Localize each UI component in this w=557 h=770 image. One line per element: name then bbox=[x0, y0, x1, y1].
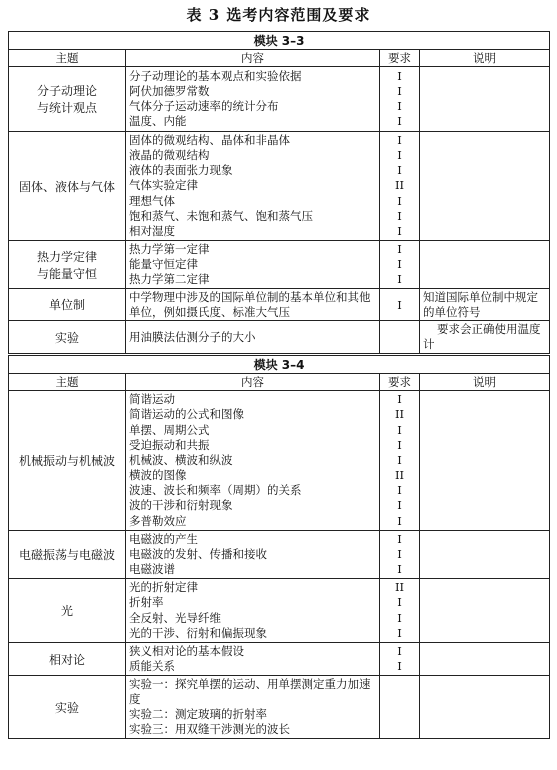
requirement-level: I bbox=[397, 148, 402, 163]
requirement-level: I bbox=[397, 625, 402, 640]
content-item: 温度、内能 bbox=[129, 114, 187, 129]
description bbox=[420, 391, 550, 531]
content-item: 单摆、周期公式 bbox=[129, 422, 210, 437]
topic-label: 单位制 bbox=[48, 298, 85, 312]
description: 要求会正确使用温度计 bbox=[420, 321, 550, 354]
content-item: 热力学第二定律 bbox=[129, 272, 210, 287]
content-item: 实验一：探究单摆的运动、用单摆测定重力加速度 bbox=[129, 677, 371, 706]
requirement-level: I bbox=[397, 99, 402, 113]
topic-label: 热力学定律 bbox=[36, 249, 97, 264]
description bbox=[420, 67, 550, 132]
header-content: 内容 bbox=[126, 50, 380, 67]
requirement-level: I bbox=[397, 132, 402, 147]
requirement-level: I bbox=[397, 659, 402, 673]
content-item: 简谐运动的公式和图像 bbox=[129, 407, 244, 422]
content-item: 波速、波长和频率（周期）的关系 bbox=[129, 483, 302, 498]
content-item: 实验二：测定玻璃的折射率 bbox=[129, 707, 267, 721]
requirement-level: I bbox=[397, 392, 402, 407]
module-3-3-table bbox=[8, 31, 550, 354]
header-requirement: 要求 bbox=[380, 50, 420, 67]
description: 知道国际单位制中规定的单位符号 bbox=[420, 289, 550, 321]
content-item: 液体的表面张力现象 bbox=[129, 163, 233, 178]
requirement-level: I bbox=[397, 498, 402, 513]
requirement-level: I bbox=[397, 68, 402, 83]
module-title: 模块 3–4 bbox=[9, 356, 550, 374]
topic-label: 电磁振荡与电磁波 bbox=[18, 548, 115, 562]
requirement-level bbox=[380, 676, 420, 739]
topic-label: 实验 bbox=[54, 700, 79, 715]
requirement-level: II bbox=[394, 178, 405, 193]
table-row bbox=[9, 241, 550, 289]
topic-label: 实验 bbox=[54, 330, 79, 345]
requirement-level: I bbox=[397, 256, 402, 271]
topic-label: 光 bbox=[60, 604, 73, 618]
requirement-level: I bbox=[397, 163, 402, 178]
content-item: 能量守恒定律 bbox=[129, 256, 198, 271]
table-title: 表 3 选考内容范围及要求 bbox=[186, 6, 371, 24]
requirement-level: I bbox=[397, 422, 402, 437]
content-item: 狭义相对论的基本假设 bbox=[129, 643, 244, 658]
content-item: 机械波、横波和纵波 bbox=[129, 452, 233, 467]
content-item: 中学物理中涉及的国际单位制的基本单位和其他单位，例如摄氏度、标准大气压 bbox=[126, 289, 380, 321]
requirement-level: I bbox=[397, 223, 402, 238]
content-item: 多普勒效应 bbox=[129, 513, 187, 528]
content-item: 饱和蒸气、未饱和蒸气、饱和蒸气压 bbox=[129, 208, 313, 223]
content-item: 质能关系 bbox=[129, 659, 175, 673]
requirement-level: II bbox=[394, 407, 405, 422]
header-content: 内容 bbox=[126, 374, 380, 391]
requirement-level bbox=[380, 321, 420, 354]
table-row bbox=[9, 67, 550, 132]
header-topic: 主题 bbox=[9, 374, 126, 391]
requirement-level: I bbox=[397, 610, 402, 625]
content-item: 液晶的微观结构 bbox=[129, 148, 210, 163]
table-row bbox=[9, 531, 550, 579]
module-title: 模块 3–3 bbox=[9, 32, 550, 50]
requirement-level: I bbox=[397, 193, 402, 208]
description bbox=[420, 132, 550, 241]
content-item: 电磁波谱 bbox=[129, 562, 175, 577]
topic-label: 与统计观点 bbox=[36, 101, 97, 115]
requirement-level: I bbox=[397, 483, 402, 498]
content-item: 折射率 bbox=[129, 595, 164, 610]
requirement-level: I bbox=[397, 562, 402, 577]
topic-label: 分子动理论 bbox=[36, 84, 97, 98]
description bbox=[420, 676, 550, 739]
content-item: 波的干涉和衍射现象 bbox=[129, 498, 233, 513]
requirement-level: I bbox=[397, 83, 402, 98]
header-description: 说明 bbox=[420, 50, 550, 67]
content-item: 实验三：用双缝干涉测光的波长 bbox=[129, 722, 290, 736]
table-row bbox=[9, 321, 550, 354]
requirement-level: I bbox=[397, 513, 402, 528]
requirement-level: I bbox=[397, 272, 402, 287]
content-item: 光的干涉、衍射和偏振现象 bbox=[129, 625, 267, 640]
topic-label: 机械振动与机械波 bbox=[18, 454, 115, 468]
requirement-level: I bbox=[397, 208, 402, 223]
topic-label: 相对论 bbox=[48, 652, 85, 667]
table-row bbox=[9, 643, 550, 676]
topic-label: 与能量守恒 bbox=[36, 266, 97, 281]
content-item: 气体实验定律 bbox=[129, 178, 198, 193]
requirement-level: I bbox=[397, 114, 402, 129]
header-topic: 主题 bbox=[9, 50, 126, 67]
requirement-level: I bbox=[397, 595, 402, 610]
requirement-level: II bbox=[394, 468, 405, 483]
content-item: 横波的图像 bbox=[129, 468, 187, 483]
content-item: 相对湿度 bbox=[129, 223, 175, 238]
content-item: 全反射、光导纤维 bbox=[129, 610, 221, 625]
content-item: 理想气体 bbox=[129, 193, 175, 208]
description bbox=[420, 643, 550, 676]
header-requirement: 要求 bbox=[380, 374, 420, 391]
content-item: 用油膜法估测分子的大小 bbox=[126, 321, 380, 354]
topic-label: 固体、液体与气体 bbox=[18, 179, 115, 194]
table-row bbox=[9, 132, 550, 241]
table-row bbox=[9, 579, 550, 643]
table-row bbox=[9, 676, 550, 739]
table-row bbox=[9, 391, 550, 531]
description bbox=[420, 531, 550, 579]
content-item: 阿伏加德罗常数 bbox=[129, 83, 210, 98]
requirement-level: I bbox=[397, 452, 402, 467]
requirement-level: I bbox=[397, 437, 402, 452]
content-item: 电磁波的产生 bbox=[129, 531, 198, 546]
requirement-level: II bbox=[394, 580, 405, 595]
requirement-level: I bbox=[397, 241, 402, 256]
table-row bbox=[9, 289, 550, 321]
description bbox=[420, 579, 550, 643]
requirement-level: I bbox=[397, 643, 402, 658]
description bbox=[420, 241, 550, 289]
requirement-level: I bbox=[397, 531, 402, 546]
module-3-4-table bbox=[8, 355, 550, 739]
content-item: 受迫振动和共振 bbox=[129, 437, 210, 452]
header-description: 说明 bbox=[420, 374, 550, 391]
content-item: 电磁波的发射、传播和接收 bbox=[129, 546, 267, 561]
content-item: 气体分子运动速率的统计分布 bbox=[129, 99, 279, 113]
requirement-level: I bbox=[380, 289, 420, 321]
content-item: 固体的微观结构、晶体和非晶体 bbox=[129, 132, 290, 147]
content-item: 分子动理论的基本观点和实验依据 bbox=[129, 68, 302, 83]
content-item: 热力学第一定律 bbox=[129, 241, 210, 256]
requirement-level: I bbox=[397, 546, 402, 561]
content-item: 光的折射定律 bbox=[129, 580, 198, 595]
content-item: 简谐运动 bbox=[129, 392, 175, 407]
